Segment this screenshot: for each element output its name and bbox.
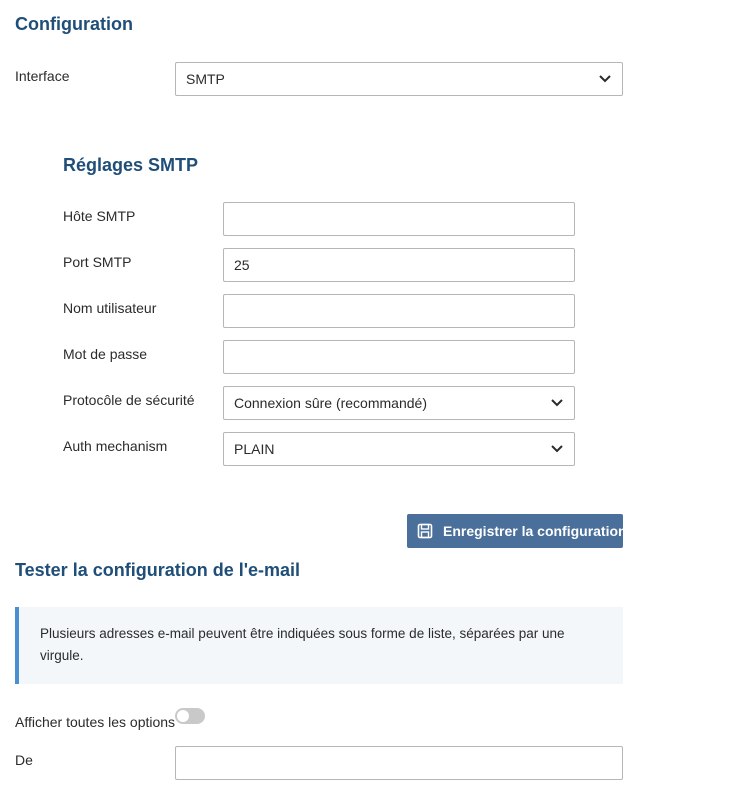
info-message (15, 607, 623, 684)
save-icon (417, 523, 433, 539)
from-label: De (15, 752, 33, 768)
test-email-heading: Tester la configuration de l'e-mail (15, 560, 301, 580)
password-label: Mot de passe (63, 346, 148, 362)
chevron-down-icon (550, 444, 564, 454)
username-input[interactable] (223, 294, 575, 328)
interface-select-value: SMTP (186, 71, 225, 87)
password-input[interactable] (223, 340, 575, 374)
smtp-host-label: Hôte SMTP (63, 208, 136, 224)
smtp-port-input[interactable] (223, 248, 575, 282)
save-configuration-label: Enregistrer la configuration (443, 523, 627, 539)
toggle-knob (177, 710, 189, 722)
save-configuration-button[interactable] (407, 514, 627, 548)
smtp-settings-heading: Réglages SMTP (63, 155, 199, 175)
from-input[interactable] (175, 746, 623, 780)
info-message-text: Plusieurs adresses e-mail peuvent être indiquées sous forme de liste, séparées par une virgule. (40, 626, 565, 663)
smtp-port-label: Port SMTP (63, 254, 132, 270)
auth-mechanism-label: Auth mechanism (63, 438, 168, 454)
interface-label: Interface (15, 68, 70, 84)
auth-mechanism-value: PLAIN (234, 441, 275, 457)
configuration-heading: Configuration (15, 14, 133, 34)
interface-select[interactable] (175, 62, 623, 96)
security-protocol-label: Protocôle de sécurité (63, 392, 195, 408)
show-all-options-label: Afficher toutes les options (15, 714, 176, 730)
smtp-host-input[interactable] (223, 202, 575, 236)
chevron-down-icon (550, 398, 564, 408)
show-all-options-toggle[interactable] (175, 708, 205, 724)
security-protocol-select[interactable] (223, 386, 575, 420)
auth-mechanism-select[interactable] (223, 432, 575, 466)
username-label: Nom utilisateur (63, 300, 157, 316)
security-protocol-value: Connexion sûre (recommandé) (234, 395, 427, 411)
chevron-down-icon (598, 74, 612, 84)
